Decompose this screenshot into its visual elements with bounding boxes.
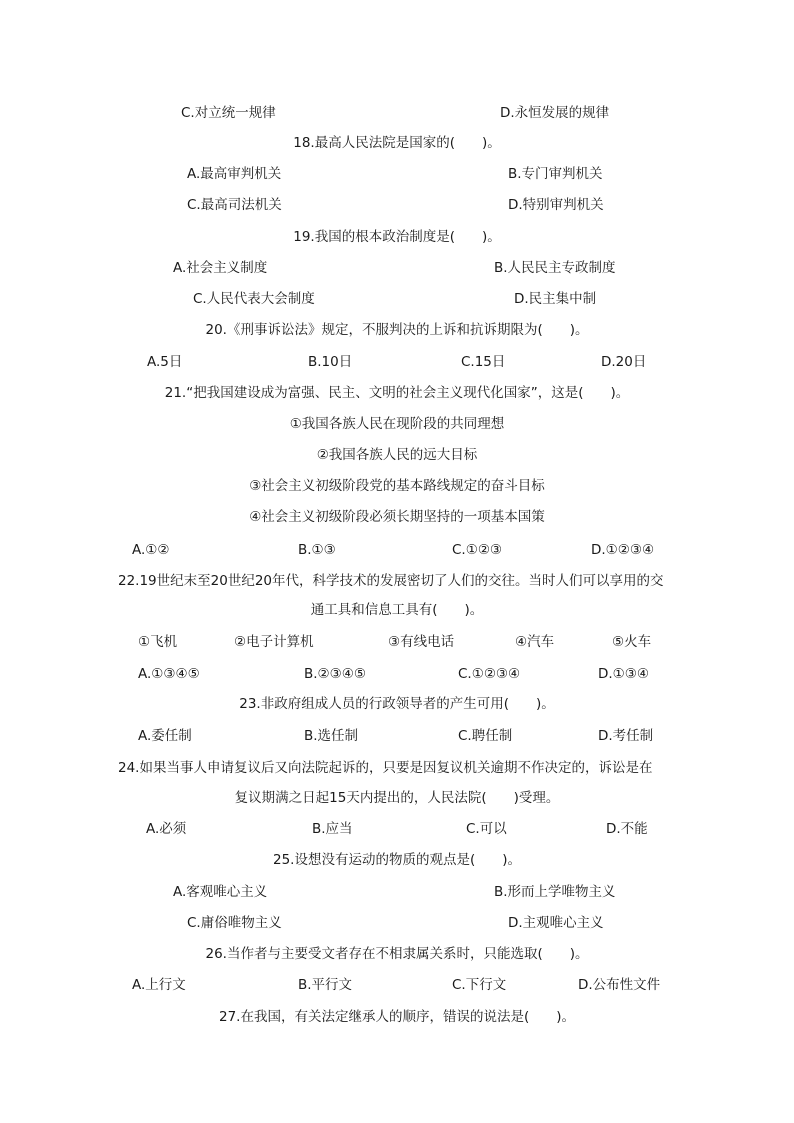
question-24-cont: 复议期满之日起15天内提出的，人民法院( )受理。 (234, 790, 560, 806)
item-22-3: ③有线电话 (388, 634, 455, 650)
option-23b: B.选任制 (304, 728, 359, 744)
question-21: 21.“把我国建设成为富强、民主、文明的社会主义现代化国家”，这是( )。 (164, 385, 630, 401)
option-26d: D.公布性文件 (578, 977, 661, 993)
option-19b: B.人民民主专政制度 (494, 260, 616, 276)
option-25d: D.主观唯心主义 (508, 915, 604, 931)
question-25: 25.设想没有运动的物质的观点是( )。 (272, 852, 522, 868)
option-23c: C.聘任制 (458, 728, 513, 744)
option-25a: A.客观唯心主义 (173, 884, 268, 900)
question-20: 20.《刑事诉讼法》规定，不服判决的上诉和抗诉期限为( )。 (205, 322, 589, 338)
question-18: 18.最高人民法院是国家的( )。 (293, 135, 501, 151)
question-24: 24.如果当事人申请复议后又向法院起诉的，只要是因复议机关逾期不作决定的，诉讼是在 (118, 760, 653, 776)
option-18d: D.特别审判机关 (508, 197, 604, 213)
question-23: 23.非政府组成人员的行政领导者的产生可用( )。 (239, 696, 555, 712)
question-26: 26.当作者与主要受文者存在不相隶属关系时，只能选取( )。 (205, 946, 589, 962)
option-24b: B.应当 (312, 821, 353, 837)
option-18a: A.最高审判机关 (187, 166, 282, 182)
item-22-5: ⑤火车 (612, 634, 652, 650)
option-22a: A.①③④⑤ (138, 666, 200, 682)
option-24c: C.可以 (466, 821, 507, 837)
option-22d: D.①③④ (598, 666, 649, 682)
question-27: 27.在我国，有关法定继承人的顺序，错误的说法是( )。 (218, 1009, 576, 1025)
option-20b: B.10日 (308, 354, 353, 370)
option-26b: B.平行文 (298, 977, 353, 993)
option-17c: C.对立统一规律 (181, 105, 276, 121)
option-25b: B.形而上学唯物主义 (494, 884, 616, 900)
option-21b: B.①③ (298, 542, 336, 558)
item-22-2: ②电子计算机 (234, 634, 314, 650)
option-18b: B.专门审判机关 (508, 166, 603, 182)
option-26c: C.下行文 (452, 977, 507, 993)
option-22b: B.②③④⑤ (304, 666, 366, 682)
option-20a: A.5日 (147, 354, 183, 370)
question-22-cont: 通工具和信息工具有( )。 (310, 602, 484, 618)
option-17d: D.永恒发展的规律 (500, 105, 610, 121)
option-21d: D.①②③④ (591, 542, 655, 558)
option-20d: D.20日 (601, 354, 647, 370)
option-19c: C.人民代表大会制度 (193, 291, 315, 307)
question-19: 19.我国的根本政治制度是( )。 (293, 229, 501, 245)
item-22-1: ①飞机 (138, 634, 178, 650)
option-24a: A.必须 (146, 821, 187, 837)
item-22-4: ④汽车 (515, 634, 555, 650)
statement-21-1: ①我国各族人民在现阶段的共同理想 (289, 416, 505, 432)
question-22: 22.19世纪末至20世纪20年代，科学技术的发展密切了人们的交往。当时人们可以享用的交 (118, 573, 664, 589)
option-19d: D.民主集中制 (514, 291, 597, 307)
option-21c: C.①②③ (452, 542, 503, 558)
statement-21-3: ③社会主义初级阶段党的基本路线规定的奋斗目标 (249, 478, 545, 494)
option-22c: C.①②③④ (458, 666, 521, 682)
statement-21-4: ④社会主义初级阶段必须长期坚持的一项基本国策 (249, 509, 545, 525)
option-24d: D.不能 (606, 821, 648, 837)
option-18c: C.最高司法机关 (187, 197, 282, 213)
option-20c: C.15日 (461, 354, 506, 370)
statement-21-2: ②我国各族人民的远大目标 (316, 447, 478, 463)
option-23d: D.考任制 (598, 728, 654, 744)
option-21a: A.①② (132, 542, 170, 558)
option-26a: A.上行文 (132, 977, 186, 993)
option-23a: A.委任制 (138, 728, 192, 744)
option-25c: C.庸俗唯物主义 (187, 915, 282, 931)
option-19a: A.社会主义制度 (173, 260, 268, 276)
